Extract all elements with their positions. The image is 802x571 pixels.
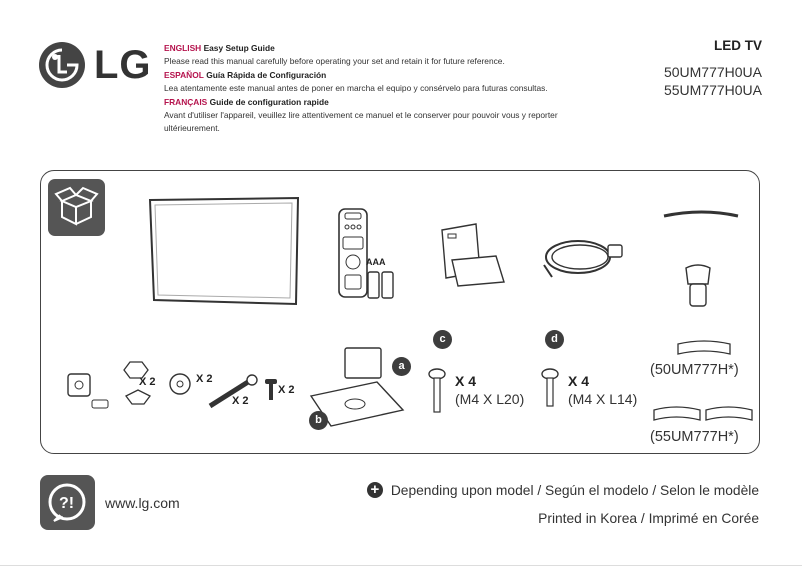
french-text: Avant d'utiliser l'appareil, veuillez lire attentivement ce manuel et le conserver pour pouvoir vous y reporter ultérieurement. — [164, 109, 558, 133]
qty-bolt: X 2 — [232, 395, 249, 407]
language-intro — [164, 42, 634, 134]
badge-c: c — [433, 330, 452, 349]
manuals-illustration — [438, 220, 508, 295]
spanish-text: Lea atentamente este manual antes de poner en marcha el equipo y consérvelo para futuras consultas. — [164, 82, 548, 93]
box-icon — [48, 179, 105, 236]
cable-tie-illustration — [662, 206, 742, 227]
logo-text: LG — [94, 43, 152, 87]
model-1: 50UM777H0UA — [663, 64, 762, 80]
english-text: Please read this manual carefully before operating your set and retain it for future reference. — [164, 55, 505, 66]
french-subtitle: Guide de configuration rapide — [209, 97, 329, 108]
wall-bracket-illustration — [64, 368, 114, 417]
english-block — [164, 42, 634, 67]
svg-text:?!: ?! — [59, 495, 75, 512]
model-2: 55UM777H0UA — [663, 82, 762, 98]
screw-c-qty: X 4 — [455, 373, 477, 389]
battery-label: AAA — [366, 257, 386, 267]
screw-d-spec: (M4 X L14) — [568, 391, 638, 407]
lg-logo — [38, 40, 153, 90]
spanish-subtitle: Guía Rápida de Configuración — [206, 70, 327, 81]
qty-washer: X 2 — [196, 373, 213, 385]
batteries-illustration — [366, 270, 396, 305]
printed-in-note: Printed in Korea / Imprimé en Corée — [538, 511, 759, 526]
spanish-block — [164, 69, 634, 94]
depending-model-note: Depending upon model / Según el modelo / Selon le modèle — [390, 482, 759, 498]
spanish-title: ESPAÑOL — [164, 70, 204, 81]
power-cord-illustration — [540, 233, 630, 288]
cable-holder-illustration — [678, 262, 718, 317]
screw-d-qty: X 4 — [568, 373, 590, 389]
english-subtitle: Easy Setup Guide — [203, 43, 275, 53]
tv-illustration — [148, 196, 300, 313]
model-note-50: (50UM777H*) — [650, 362, 739, 378]
model-note-row — [367, 482, 759, 498]
product-type: LED TV — [713, 38, 762, 53]
screw-d-illustration — [541, 368, 559, 413]
cable-manager-50-illustration — [676, 338, 732, 363]
qty-screw: X 2 — [278, 384, 295, 396]
website-link[interactable]: www.lg.com — [105, 495, 180, 511]
french-title: FRANÇAIS — [164, 97, 208, 108]
badge-d: d — [545, 330, 564, 349]
short-screw-illustration — [264, 378, 278, 407]
washer-illustration — [168, 372, 192, 401]
plus-icon: + — [367, 482, 383, 498]
model-note-55: (55UM777H*) — [650, 429, 739, 445]
screw-c-illustration — [428, 368, 446, 419]
product-info — [664, 38, 762, 99]
screw-c-spec: (M4 X L20) — [455, 391, 525, 407]
qty-nut: X 2 — [139, 376, 156, 388]
french-block — [164, 96, 634, 134]
english-title: ENGLISH — [164, 43, 202, 53]
help-icon — [40, 475, 95, 530]
bottom-divider — [0, 565, 802, 566]
badge-a: a — [392, 357, 411, 376]
cable-manager-55-illustration — [652, 404, 756, 429]
badge-b: b — [309, 411, 328, 430]
